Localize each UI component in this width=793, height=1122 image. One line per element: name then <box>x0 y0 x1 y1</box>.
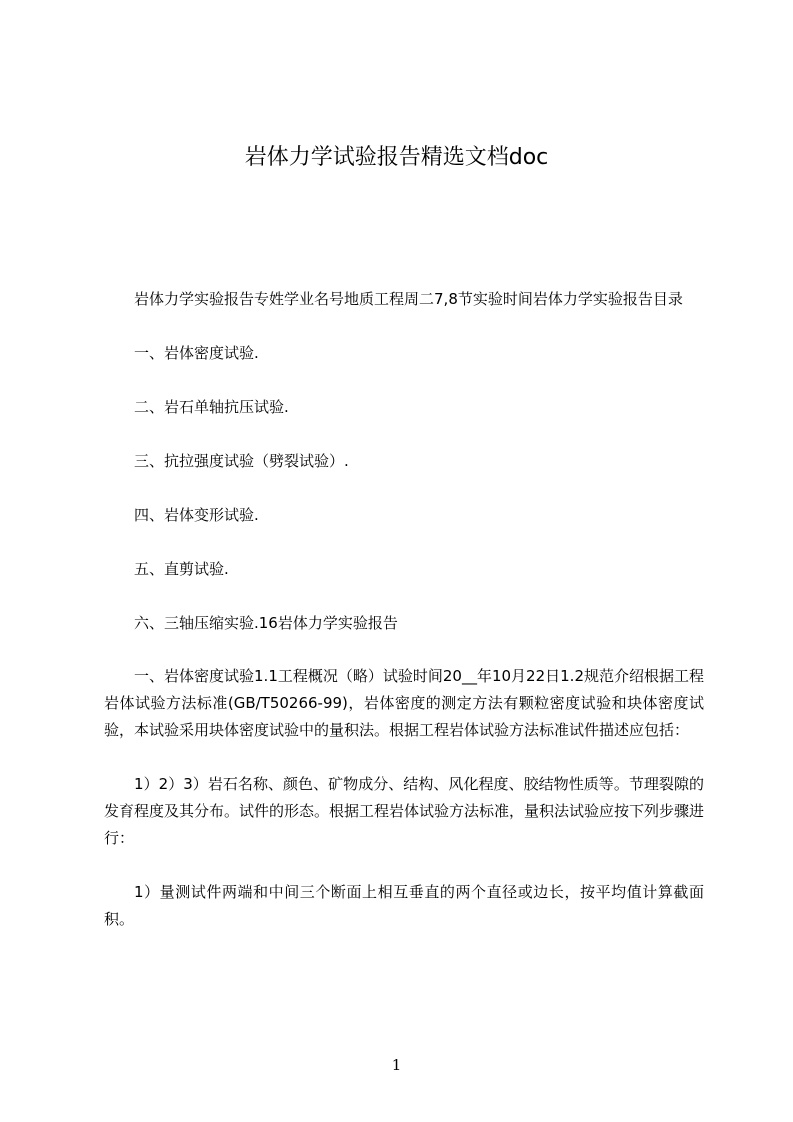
toc-item: 六、三轴压缩实验.16岩体力学实验报告 <box>134 614 398 632</box>
page-number: 1 <box>391 1056 402 1074</box>
document-body <box>104 286 704 933</box>
toc-item: 二、岩石单轴抗压试验. <box>134 398 289 416</box>
toc-item: 五、直剪试验. <box>134 560 229 578</box>
toc-item: 三、抗拉强度试验（劈裂试验）. <box>134 452 349 470</box>
table-of-contents <box>104 340 704 637</box>
toc-item: 四、岩体变形试验. <box>134 506 259 524</box>
step-one-paragraph: 1）量测试件两端和中间三个断面上相互垂直的两个直径或边长，按平均值计算截面积。 <box>104 883 704 928</box>
description-steps-paragraph: 1）2）3）岩石名称、颜色、矿物成分、结构、风化程度、胶结物性质等。节理裂隙的发育程度及其分布。试件的形态。根据工程岩体试验方法标准，量积法试验应按下列步骤进行： <box>104 775 705 847</box>
intro-paragraph: 岩体力学实验报告专姓学业名号地质工程周二7,8节实验时间岩体力学实验报告目录 <box>134 290 683 308</box>
toc-item: 一、岩体密度试验. <box>134 344 259 362</box>
document-title: 岩体力学试验报告精选文档doc <box>244 145 549 170</box>
section-density-paragraph: 一、岩体密度试验1.1工程概况（略）试验时间20__年10月22日1.2规范介绍根据工程岩体试验方法标准(GB/T50266-99)，岩体密度的测定方法有颗粒密度试验和块体密度试验，本试验采用块体密度试验中的量积法。根据工程岩体试验方法标准试件描述应包括： <box>104 667 704 739</box>
